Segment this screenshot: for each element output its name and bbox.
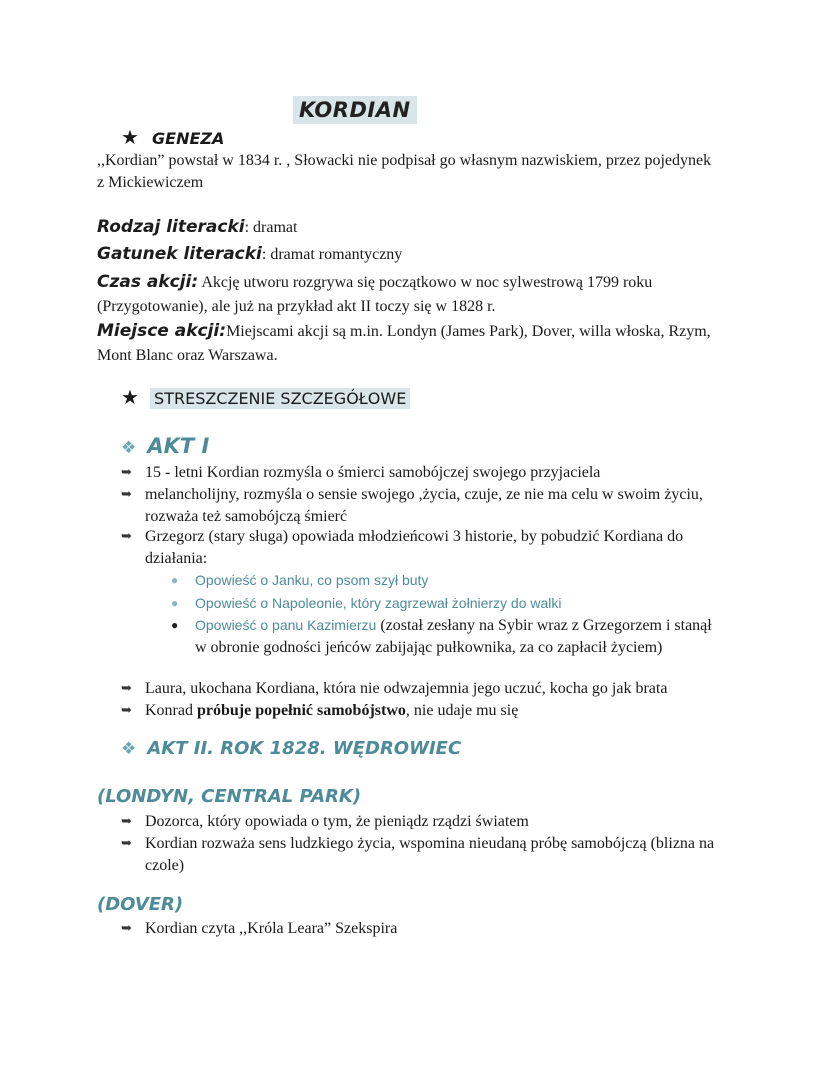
akt2-heading-row <box>121 738 461 759</box>
konrad-bold: próbuje popełnić samobójstwo <box>196 702 406 719</box>
akt1-heading: AKT I <box>147 434 210 458</box>
diamond-icon: ❖ <box>121 739 137 759</box>
story-item <box>171 614 731 659</box>
czas-label: Czas akcji: <box>97 272 199 292</box>
star-icon: ★ <box>121 125 139 149</box>
dot-icon: ● <box>171 596 179 610</box>
akt1-bullet-text: melancholijny, rozmyśla o sensie swojego ,życia, czuje, ze nie ma celu w swoim życiu, rozważa też samobójczą śmierć <box>145 486 703 525</box>
arrow-icon: ➥ <box>121 921 132 936</box>
akt1-heading-row <box>121 434 209 458</box>
dot-icon: ● <box>171 618 179 632</box>
miejsce-value: Miejscami akcji są m.in. Londyn (James Park), Dover, willa włoska, Rzym, Mont Blanc oraz Warszawa. <box>97 323 711 364</box>
akt1-bullet <box>121 678 721 700</box>
page-title: KORDIAN <box>293 96 417 124</box>
gatunek-sep: : <box>261 246 271 263</box>
gatunek-label: Gatunek literacki <box>97 244 262 264</box>
arrow-icon: ➥ <box>121 836 132 851</box>
story-title: Opowieść o panu Kazimierzu <box>195 617 377 633</box>
rodzaj-sep: : <box>244 219 254 236</box>
miejsce-line <box>97 319 717 368</box>
arrow-icon: ➥ <box>121 487 132 502</box>
arrow-icon: ➥ <box>121 529 132 544</box>
akt2-heading: AKT II. ROK 1828. WĘDROWIEC <box>147 738 462 759</box>
dover-bullet-text: Kordian czyta ,,Króla Leara” Szekspira <box>145 920 398 937</box>
akt1-bullet-text: 15 - letni Kordian rozmyśla o śmierci samobójczej swojego przyjaciela <box>145 464 601 481</box>
diamond-icon: ❖ <box>121 438 137 458</box>
rodzaj-label: Rodzaj literacki <box>97 217 245 237</box>
gatunek-line <box>97 243 717 266</box>
miejsce-label: Miejsce akcji: <box>97 321 227 341</box>
geneza-heading-row <box>121 126 224 148</box>
konrad-text <box>145 700 715 722</box>
gatunek-value: dramat romantyczny <box>270 246 403 263</box>
geneza-text: ,,Kordian” powstał w 1834 r. , Słowacki nie podpisał go własnym nazwiskiem, przez pojedynek z Mickiewiczem <box>97 152 712 191</box>
dot-icon: ● <box>171 573 179 587</box>
rodzaj-value: dramat <box>253 219 298 236</box>
streszczenie-heading: STRESZCZENIE SZCZEGÓŁOWE <box>150 388 410 409</box>
akt1-bullet <box>121 526 721 570</box>
star-icon: ★ <box>121 385 139 409</box>
story-title: Opowieść o Janku, co psom szył buty <box>195 572 429 588</box>
londyn-bullet-text: Dozorca, który opowiada o tym, że pieniądz rządzi światem <box>145 813 529 830</box>
story-item <box>171 592 731 615</box>
czas-value: Akcję utworu rozgrywa się początkowo w noc sylwestrową 1799 roku (Przygotowanie), ale już na przykład akt II toczy się w 1828 r. <box>97 274 653 315</box>
dover-heading: (DOVER) <box>97 894 184 915</box>
story-title: Opowieść o Napoleonie, który zagrzewał żołnierzy do walki <box>195 595 562 611</box>
streszczenie-heading-row <box>121 386 410 408</box>
konrad-post: , nie udaje mu się <box>405 702 519 719</box>
londyn-bullet-text: Kordian rozważa sens ludzkiego życia, wspomina nieudaną próbę samobójczą (blizna na czole) <box>145 835 715 874</box>
arrow-icon: ➥ <box>121 465 132 480</box>
londyn-heading: (LONDYN, CENTRAL PARK) <box>97 786 362 807</box>
story-text <box>195 614 715 659</box>
geneza-heading: GENEZA <box>152 129 225 148</box>
londyn-bullet <box>121 833 721 877</box>
laura-text: Laura, ukochana Kordiana, która nie odwzajemnia jego uczuć, kocha go jak brata <box>145 680 668 697</box>
dover-bullet <box>121 918 721 940</box>
rodzaj-line <box>97 216 717 239</box>
arrow-icon: ➥ <box>121 703 132 718</box>
akt1-bullet <box>121 462 721 484</box>
konrad-pre: Konrad <box>145 702 197 719</box>
akt1-bullet <box>121 484 721 528</box>
arrow-icon: ➥ <box>121 681 132 696</box>
akt1-bullet <box>121 700 721 722</box>
czas-line <box>97 270 717 319</box>
akt1-bullet-text: Grzegorz (stary sługa) opowiada młodzieńcowi 3 historie, by pobudzić Kordiana do działania: <box>145 528 684 567</box>
story-rest: (został zesłany na Sybir wraz z Grzegorzem i stanął w obronie godności jeńców zabijając pułkownika, za co zapłacił życiem) <box>195 617 712 656</box>
arrow-icon: ➥ <box>121 814 132 829</box>
story-item <box>171 569 731 592</box>
londyn-bullet <box>121 811 721 833</box>
